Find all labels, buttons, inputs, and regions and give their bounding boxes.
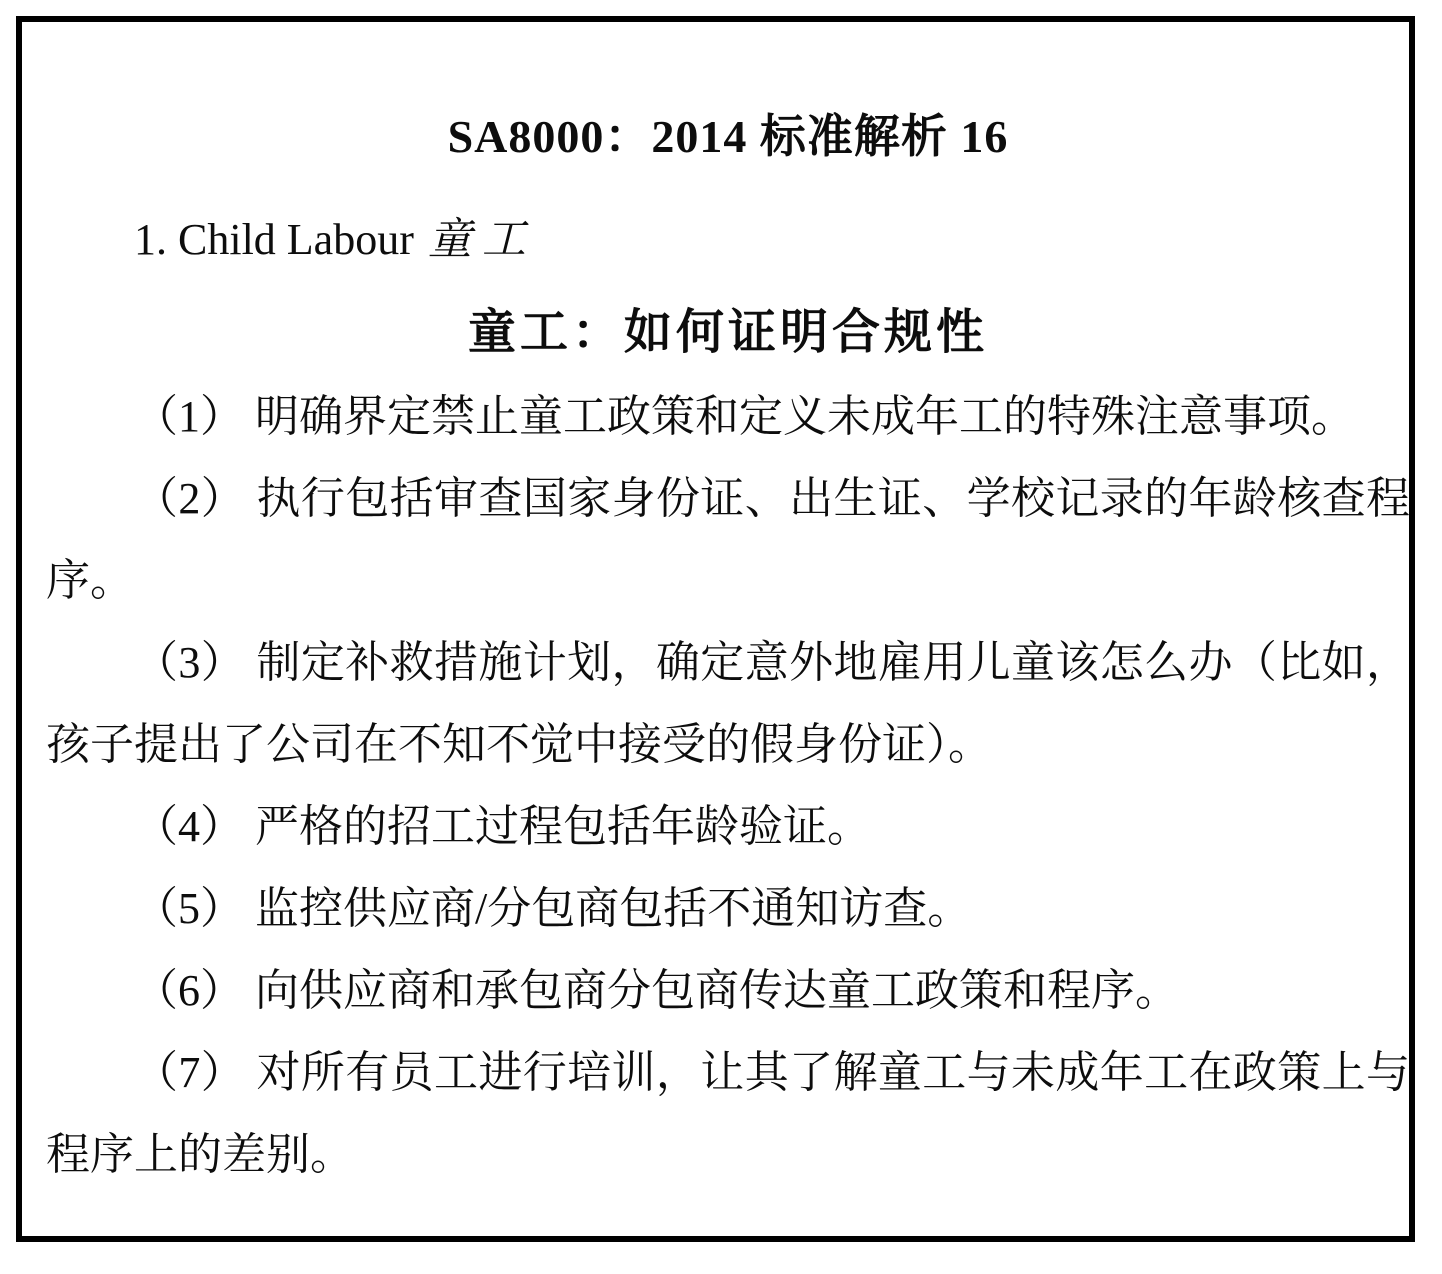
list-item-7: （7） 对所有员工进行培训，让其了解童工与未成年工在政策上与程序上的差别。 bbox=[46, 1048, 1410, 1179]
list-item-6: （6） 向供应商和承包商分包商传达童工政策和程序。 bbox=[134, 966, 1179, 1015]
document-content bbox=[22, 22, 1410, 1196]
list-item-3: （3） 制定补救措施计划，确定意外地雇用儿童该怎么办（比如，孩子提出了公司在不知不觉中接受的假身份证）。 bbox=[46, 638, 1410, 769]
section-heading-cn: 童工 bbox=[427, 215, 536, 264]
page-frame bbox=[16, 16, 1415, 1242]
list-item-4: （4） 严格的招工过程包括年龄验证。 bbox=[134, 802, 871, 851]
section-heading-en: 1. Child Labour bbox=[134, 215, 414, 264]
doc-subtitle: 童工：如何证明合规性 bbox=[467, 306, 988, 359]
section-heading bbox=[46, 212, 1410, 268]
list-item-1: （1） 明确界定禁止童工政策和定义未成年工的特殊注意事项。 bbox=[134, 392, 1355, 441]
list-item-2: （2） 执行包括审查国家身份证、出生证、学校记录的年龄核查程序。 bbox=[46, 474, 1410, 605]
page-title: SA8000：2014 标准解析 16 bbox=[447, 111, 1009, 162]
list-item-5: （5） 监控供应商/分包商包括不通知访查。 bbox=[134, 884, 972, 933]
